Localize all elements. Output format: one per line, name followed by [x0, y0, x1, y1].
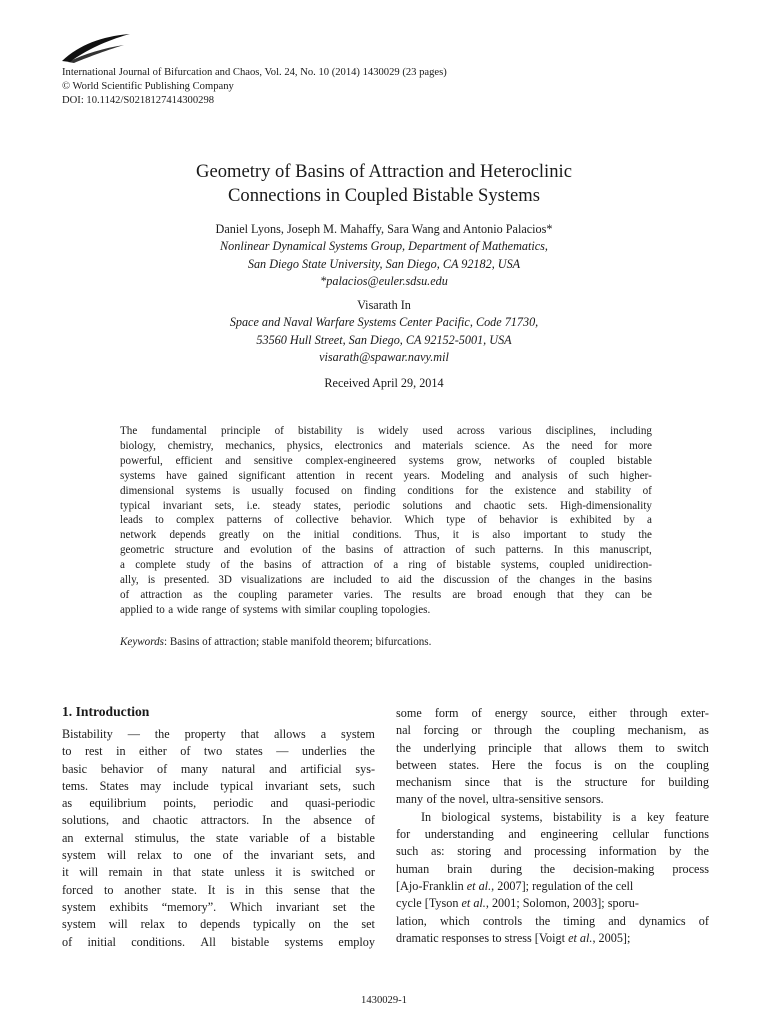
citation-etal: et al.: [466, 878, 492, 893]
text-line: nal forcing or through the coupling mechanism, as: [396, 723, 709, 738]
text-line: it will remain in that state unless it is switched or: [62, 865, 375, 880]
keywords-line: [120, 636, 652, 648]
text-line: of initial conditions. All bistable systems employ: [62, 934, 375, 949]
abstract-line: ally, is presented. 3D visualizations are included to aid the discussion of the changes in the basins: [120, 574, 652, 587]
text-fragment: cycle [Tyson: [396, 896, 462, 911]
left-column: [62, 726, 375, 951]
author-names: Visarath In: [357, 298, 411, 312]
text-line: many of the novel, ultra-sensitive sensors.: [396, 792, 604, 807]
abstract-line: of attraction as the coupling parameter varies. The results are broad enough that they can be: [120, 588, 652, 601]
affiliation-line: San Diego State University, San Diego, CA 92182, USA: [247, 256, 521, 271]
journal-citation: International Journal of Bifurcation and Chaos, Vol. 24, No. 10 (2014) 1430029 (23 pages): [62, 67, 447, 78]
abstract-line: biology, chemistry, mechanics, physics, electronics and materials science. As the need for more: [120, 439, 652, 452]
publisher-logo-icon: [60, 28, 132, 64]
text-line: In biological systems, bistability is a key feature: [421, 809, 709, 824]
page-number: 1430029-1: [361, 995, 407, 1006]
text-line: for understanding and engineering cellular functions: [396, 827, 709, 842]
text-line: between states. Here the focus is on the coupling: [396, 757, 709, 772]
keywords-label: Keywords: [120, 636, 164, 648]
text-fragment: dramatic responses to stress [Voigt: [396, 930, 569, 945]
text-line: lation, which controls the timing and dynamics of: [396, 913, 709, 928]
abstract-line: dimensional systems is usually focused on finding conditions for the existence and stability of: [120, 484, 652, 497]
text-line: solutions, and chaotic attractors. In the absence of: [62, 813, 375, 828]
text-line: [396, 878, 709, 895]
abstract-line: leads to complex patterns of collective behavior. Which type of behavior is exhibited by a: [120, 514, 652, 527]
received-date: Received April 29, 2014: [324, 376, 444, 390]
text-line: tems. States may include typical invariant sets, such: [62, 778, 375, 793]
author-block-2: [0, 297, 768, 366]
author-email: visarath@spawar.navy.mil: [319, 349, 449, 364]
text-line: such as: storing and processing information by the: [396, 844, 709, 859]
affiliation-line: Space and Naval Warfare Systems Center Pacific, Code 71730,: [229, 315, 539, 330]
text-line: some form of energy source, either through exter-: [396, 706, 709, 720]
abstract-line: systems have gained significant attention in recent years. Modeling and analysis of such higher-: [120, 469, 652, 482]
title-line: Geometry of Basins of Attraction and Heteroclinic: [196, 161, 572, 182]
text-line: to rest in either of two states — underlies the: [62, 744, 375, 759]
affiliation-line: 53560 Hull Street, San Diego, CA 92152-5001, USA: [256, 332, 512, 347]
author-names: Daniel Lyons, Joseph M. Mahaffy, Sara Wang and Antonio Palacios*: [215, 222, 553, 236]
right-column: [396, 705, 709, 947]
abstract-line: geometric structure and evolution of the basins of attraction of such patterns. In this manuscript,: [120, 544, 652, 557]
title-line: Connections in Coupled Bistable Systems: [228, 185, 540, 206]
paragraph: [396, 809, 709, 947]
text-line: system exhibits “memory”. Which invariant set the: [62, 899, 375, 914]
doi-line: DOI: 10.1142/S0218127414300298: [62, 95, 215, 106]
text-line: an external stimulus, the state variable of a bistable: [62, 830, 375, 845]
affiliation-line: Nonlinear Dynamical Systems Group, Department of Mathematics,: [220, 239, 548, 254]
abstract-line: typical invariant sets, i.e. steady states, periodic solutions and chaotic sets. High-dimensionality: [120, 499, 652, 512]
abstract-line: a complete study of the basins of attraction of a ring of bistable systems, coupled unidirection-: [120, 559, 652, 572]
text-fragment: , 2001; Solomon, 2003]; sporu-: [485, 896, 639, 911]
text-line: basic behavior of many natural and artificial sys-: [62, 761, 375, 776]
text-line: human brain during the decision-making process: [396, 861, 709, 876]
abstract: [120, 424, 652, 618]
text-fragment: , 2007]; regulation of the cell: [491, 878, 634, 893]
abstract-line: network depends greatly on the initial conditions. Thus, it is also important to study the: [120, 529, 652, 542]
text-line: mechanism since that is the structure for building: [396, 775, 709, 790]
text-fragment: , 2005];: [592, 930, 631, 945]
abstract-line: powerful, efficient and sensitive complex-engineered systems grow, networks of coupled bistable: [120, 454, 652, 467]
text-line: the underlying principle that allows them to switch: [396, 740, 709, 755]
text-line: Bistability — the property that allows a system: [62, 727, 375, 741]
keywords-text: : Basins of attraction; stable manifold theorem; bifurcations.: [163, 636, 432, 648]
text-line: forced to another state. It is in this sense that the: [62, 882, 375, 897]
journal-header: [62, 66, 622, 108]
abstract-line: applied to a wide range of systems with similar coupling topologies.: [120, 603, 431, 616]
text-line: as equilibrium points, periodic and quasi-periodic: [62, 796, 375, 811]
text-line: [396, 895, 709, 912]
section-heading: 1. Introduction: [62, 704, 150, 719]
publisher-line: © World Scientific Publishing Company: [62, 81, 234, 92]
author-block-1: [0, 221, 768, 290]
text-line: [396, 930, 709, 947]
text-fragment: [Ajo-Franklin: [396, 878, 467, 893]
abstract-line: The fundamental principle of bistability is widely used across various disciplines, including: [120, 425, 652, 437]
author-email: *palacios@euler.sdsu.edu: [320, 273, 448, 288]
text-line: system will relax to depends typically on the set: [62, 917, 375, 932]
citation-etal: et al.: [461, 896, 486, 911]
citation-etal: et al.: [568, 930, 593, 945]
paper-title: [0, 160, 768, 208]
paragraph: [396, 705, 709, 809]
text-line: system will relax to one of the invariant sets, and: [62, 848, 375, 863]
